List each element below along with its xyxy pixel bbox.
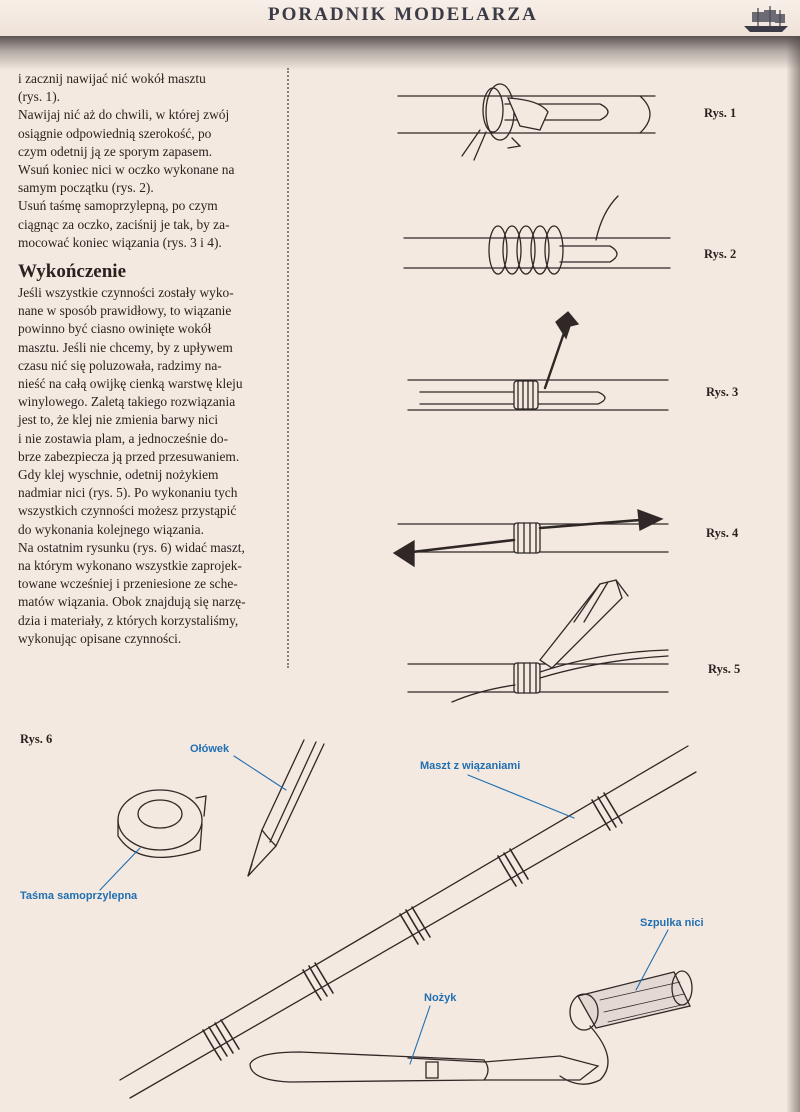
section-heading: Wykończenie [18,261,127,283]
callout-spool: Szpulka nici [640,917,704,929]
figure-rys2 [404,196,670,274]
paragraph-intro: i zacznij nawijać nić wokół masztu (rys. 1). Nawijaj nić aż do chwili, w której zwój osiągnie odpowiednią szerokość, po czym odetnij ją ze sporym zapasem. Wsuń koniec nici w oczko wykonane na samym początku (rys. 2). Usuń taśmę samoprzylepną, po czym ciągnąc za oczko, zaciśnij je tak, by za- mocować koniec wiązania (rys. 3 i 4). [18,71,235,250]
knife-drawing [250,1052,598,1082]
pencil-drawing [248,740,324,876]
figure-label-rys6: Rys. 6 [20,732,53,746]
figure-rys1 [398,84,655,160]
callout-knife: Nożyk [424,992,457,1004]
figure-label-rys4: Rys. 4 [706,526,739,540]
figure-rys4 [394,510,668,566]
figure-label-rys1: Rys. 1 [704,106,737,120]
thread-spool-drawing [560,971,692,1084]
paragraph-finishing: Jeśli wszystkie czynności zostały wyko- nane w sposób prawidłowy, to wiązanie powinno być ciasno owinięte wokół masztu. Jeśli nie chcemy, by z upływem czasu nić się poluzowała, radzimy na- nieść na całą owijkę cienką warstwę kleju winylowego. Zaletą takiego rozwiązania jest to, że klej nie zmienia barwy nici i nie zostawia plam, a jednocześnie do- brze zabezpiecza ją przed przesuwaniem. Gdy klej wyschnie, odetnij nożykiem nadmiar nici (rys. 5). Po wykonaniu tych wszystkich czynności możesz przystąpić do wykonania kolejnego wiązania. Na ostatnim rysunku (rys. 6) widać maszt, na którym wykonano wszystkie zaprojek- towane wcześniej i przeniesione ze sche- matów wiązania. Obok znajdują się narzę- dzia i materiały, z których korzystaliśmy, wykonując opisane czynności. [18,285,246,646]
figure-label-rys2: Rys. 2 [704,247,737,261]
callout-mast: Maszt z wiązaniami [420,760,521,772]
callout-pencil: Ołówek [190,743,230,755]
figure-label-rys3: Rys. 3 [706,385,739,399]
tape-roll-drawing [118,790,206,857]
callout-leaders [100,756,668,1064]
figure-rys6-mast [120,746,696,1098]
figure-label-rys5: Rys. 5 [708,662,741,676]
figure-rys3 [408,312,668,410]
callout-tape: Taśma samoprzylepna [20,890,138,902]
header-title: PORADNIK MODELARZA [268,4,538,25]
figure-rys5 [408,580,668,702]
